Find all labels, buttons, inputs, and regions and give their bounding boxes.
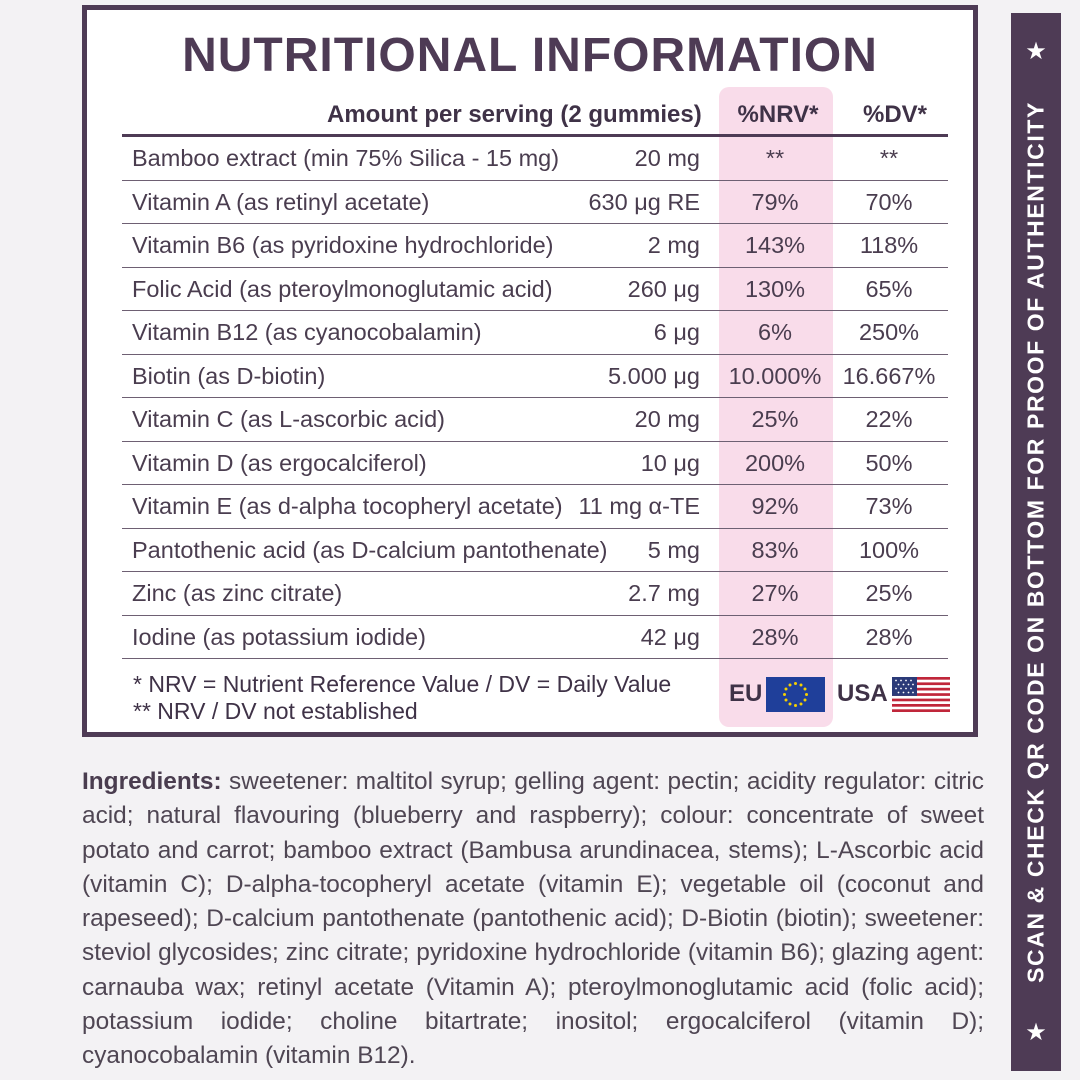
nutrient-nrv: 79% bbox=[751, 188, 799, 215]
nutrient-amount: 20 mg bbox=[634, 145, 700, 171]
nutrient-dv: 50% bbox=[865, 449, 913, 476]
nutrient-nrv: ** bbox=[765, 145, 785, 171]
nutrient-dv: ** bbox=[879, 145, 899, 171]
table-row bbox=[122, 485, 948, 529]
nutrient-dv: 250% bbox=[858, 319, 920, 345]
nutrient-nrv: 6% bbox=[758, 319, 792, 345]
nutrient-dv: 70% bbox=[865, 188, 913, 215]
nutrient-dv: 16.667% bbox=[842, 362, 936, 389]
panel-title: NUTRITIONAL INFORMATION bbox=[182, 29, 878, 82]
nutrient-nrv: 28% bbox=[751, 623, 799, 650]
nutrient-amount: 630 μg RE bbox=[588, 188, 700, 215]
footnote-not-established: ** NRV / DV not established bbox=[133, 698, 418, 724]
nutrient-nrv: 83% bbox=[751, 536, 799, 563]
nutrient-nrv: 143% bbox=[744, 232, 806, 258]
nutrient-name: Pantothenic acid (as D-calcium pantothenate) bbox=[132, 536, 608, 563]
nutrient-dv: 28% bbox=[865, 623, 913, 650]
usa-flag-icon bbox=[892, 677, 950, 712]
nutrient-name: Bamboo extract (min 75% Silica - 15 mg) bbox=[132, 145, 560, 171]
nutrient-amount: 6 μg bbox=[653, 319, 700, 345]
nutrient-amount: 260 μg bbox=[627, 275, 700, 302]
eu-label: EU bbox=[729, 680, 763, 707]
nutrient-name: Vitamin B6 (as pyridoxine hydrochloride) bbox=[132, 232, 554, 258]
nutrient-dv: 118% bbox=[859, 232, 919, 258]
nutrient-name: Vitamin A (as retinyl acetate) bbox=[132, 188, 430, 215]
table-row bbox=[122, 311, 948, 355]
nutrition-panel bbox=[82, 5, 978, 737]
footnotes bbox=[133, 671, 671, 725]
nutrient-nrv: 27% bbox=[751, 580, 799, 606]
nutrient-name: Vitamin D (as ergocalciferol) bbox=[132, 449, 427, 476]
usa-label: USA bbox=[837, 680, 888, 707]
nutrient-name: Iodine (as potassium iodide) bbox=[132, 623, 426, 650]
table-row bbox=[122, 572, 948, 616]
nutrient-name: Zinc (as zinc citrate) bbox=[132, 580, 343, 606]
table-row bbox=[122, 224, 948, 268]
footnote-nrv-dv: * NRV = Nutrient Reference Value / DV = Daily Value bbox=[133, 671, 672, 697]
nutrient-amount: 2.7 mg bbox=[628, 580, 700, 606]
nutrient-amount: 10 μg bbox=[640, 449, 700, 476]
nutrient-name: Vitamin B12 (as cyanocobalamin) bbox=[132, 319, 482, 345]
table-row bbox=[122, 355, 948, 399]
nutrient-amount: 11 mg α-TE bbox=[578, 493, 700, 519]
table-row bbox=[122, 442, 948, 486]
header-amount: Amount per serving (2 gummies) bbox=[327, 101, 702, 128]
nutrient-name: Folic Acid (as pteroylmonoglutamic acid) bbox=[132, 275, 553, 302]
nutrient-dv: 100% bbox=[858, 536, 920, 563]
ingredients-text: sweetener: maltitol syrup; gelling agent: pectin; acidity regulator: citric acid; natural flavouring (blueberry and raspberry); colour: concentrate of sweet potato and carrot; bamboo extract (Bambusa arundinacea, stems); L-Ascorbic acid (vitamin C); D-alpha-tocopheryl acetate (vitamin E); vegetable oil (coconut and rapeseed); D-calcium pantothenate (pantothenic acid); D-Biotin (biotin); sweetener: steviol glycosides; zinc citrate; pyridoxine hydrochloride (vitamin B6); glazing agent: carnauba wax; retinyl acetate (Vitamin A); pteroylmonoglutamic acid (folic acid); potassium iodide; choline bitartrate; inositol; ergocalciferol (vitamin D); cyanocobalamin (vitamin B12). bbox=[82, 768, 984, 1070]
star-icon: ★ bbox=[1025, 38, 1047, 65]
header-nrv: %NRV* bbox=[737, 101, 819, 128]
nutrient-dv: 73% bbox=[865, 493, 913, 519]
header-dv: %DV* bbox=[862, 101, 928, 128]
nutrient-nrv: 92% bbox=[751, 493, 799, 519]
nutrient-dv: 22% bbox=[865, 406, 913, 432]
nutrient-dv: 65% bbox=[865, 275, 913, 302]
nutrient-amount: 5 mg bbox=[647, 536, 700, 563]
nutrient-amount: 5.000 μg bbox=[608, 362, 700, 389]
nutrient-name: Vitamin C (as L-ascorbic acid) bbox=[132, 406, 446, 432]
nutrient-dv: 25% bbox=[865, 580, 913, 606]
nutrient-nrv: 25% bbox=[751, 406, 799, 432]
ingredients-label: Ingredients: bbox=[82, 768, 222, 795]
table-row bbox=[122, 181, 948, 225]
authenticity-text: SCAN & CHECK QR CODE ON BOTTOM FOR PROOF OF AUTHENTICITY bbox=[1022, 101, 1049, 983]
table-row bbox=[122, 529, 948, 573]
nutrient-amount: 20 mg bbox=[634, 406, 700, 432]
nutrient-nrv: 10.000% bbox=[728, 362, 822, 389]
table-row bbox=[122, 137, 948, 181]
table-row bbox=[122, 268, 948, 312]
nutrient-nrv: 200% bbox=[744, 449, 806, 476]
star-icon: ★ bbox=[1025, 1019, 1047, 1046]
nutrient-amount: 2 mg bbox=[647, 232, 700, 258]
ingredients-paragraph bbox=[82, 765, 984, 1074]
nutrient-table bbox=[122, 137, 948, 659]
nutrient-amount: 42 μg bbox=[640, 623, 700, 650]
nutrient-nrv: 130% bbox=[744, 275, 806, 302]
nutrient-name: Vitamin E (as d-alpha tocopheryl acetate) bbox=[132, 493, 563, 519]
table-row bbox=[122, 616, 948, 660]
eu-flag-icon bbox=[766, 677, 825, 712]
table-row bbox=[122, 398, 948, 442]
nutrient-name: Biotin (as D-biotin) bbox=[132, 362, 326, 389]
